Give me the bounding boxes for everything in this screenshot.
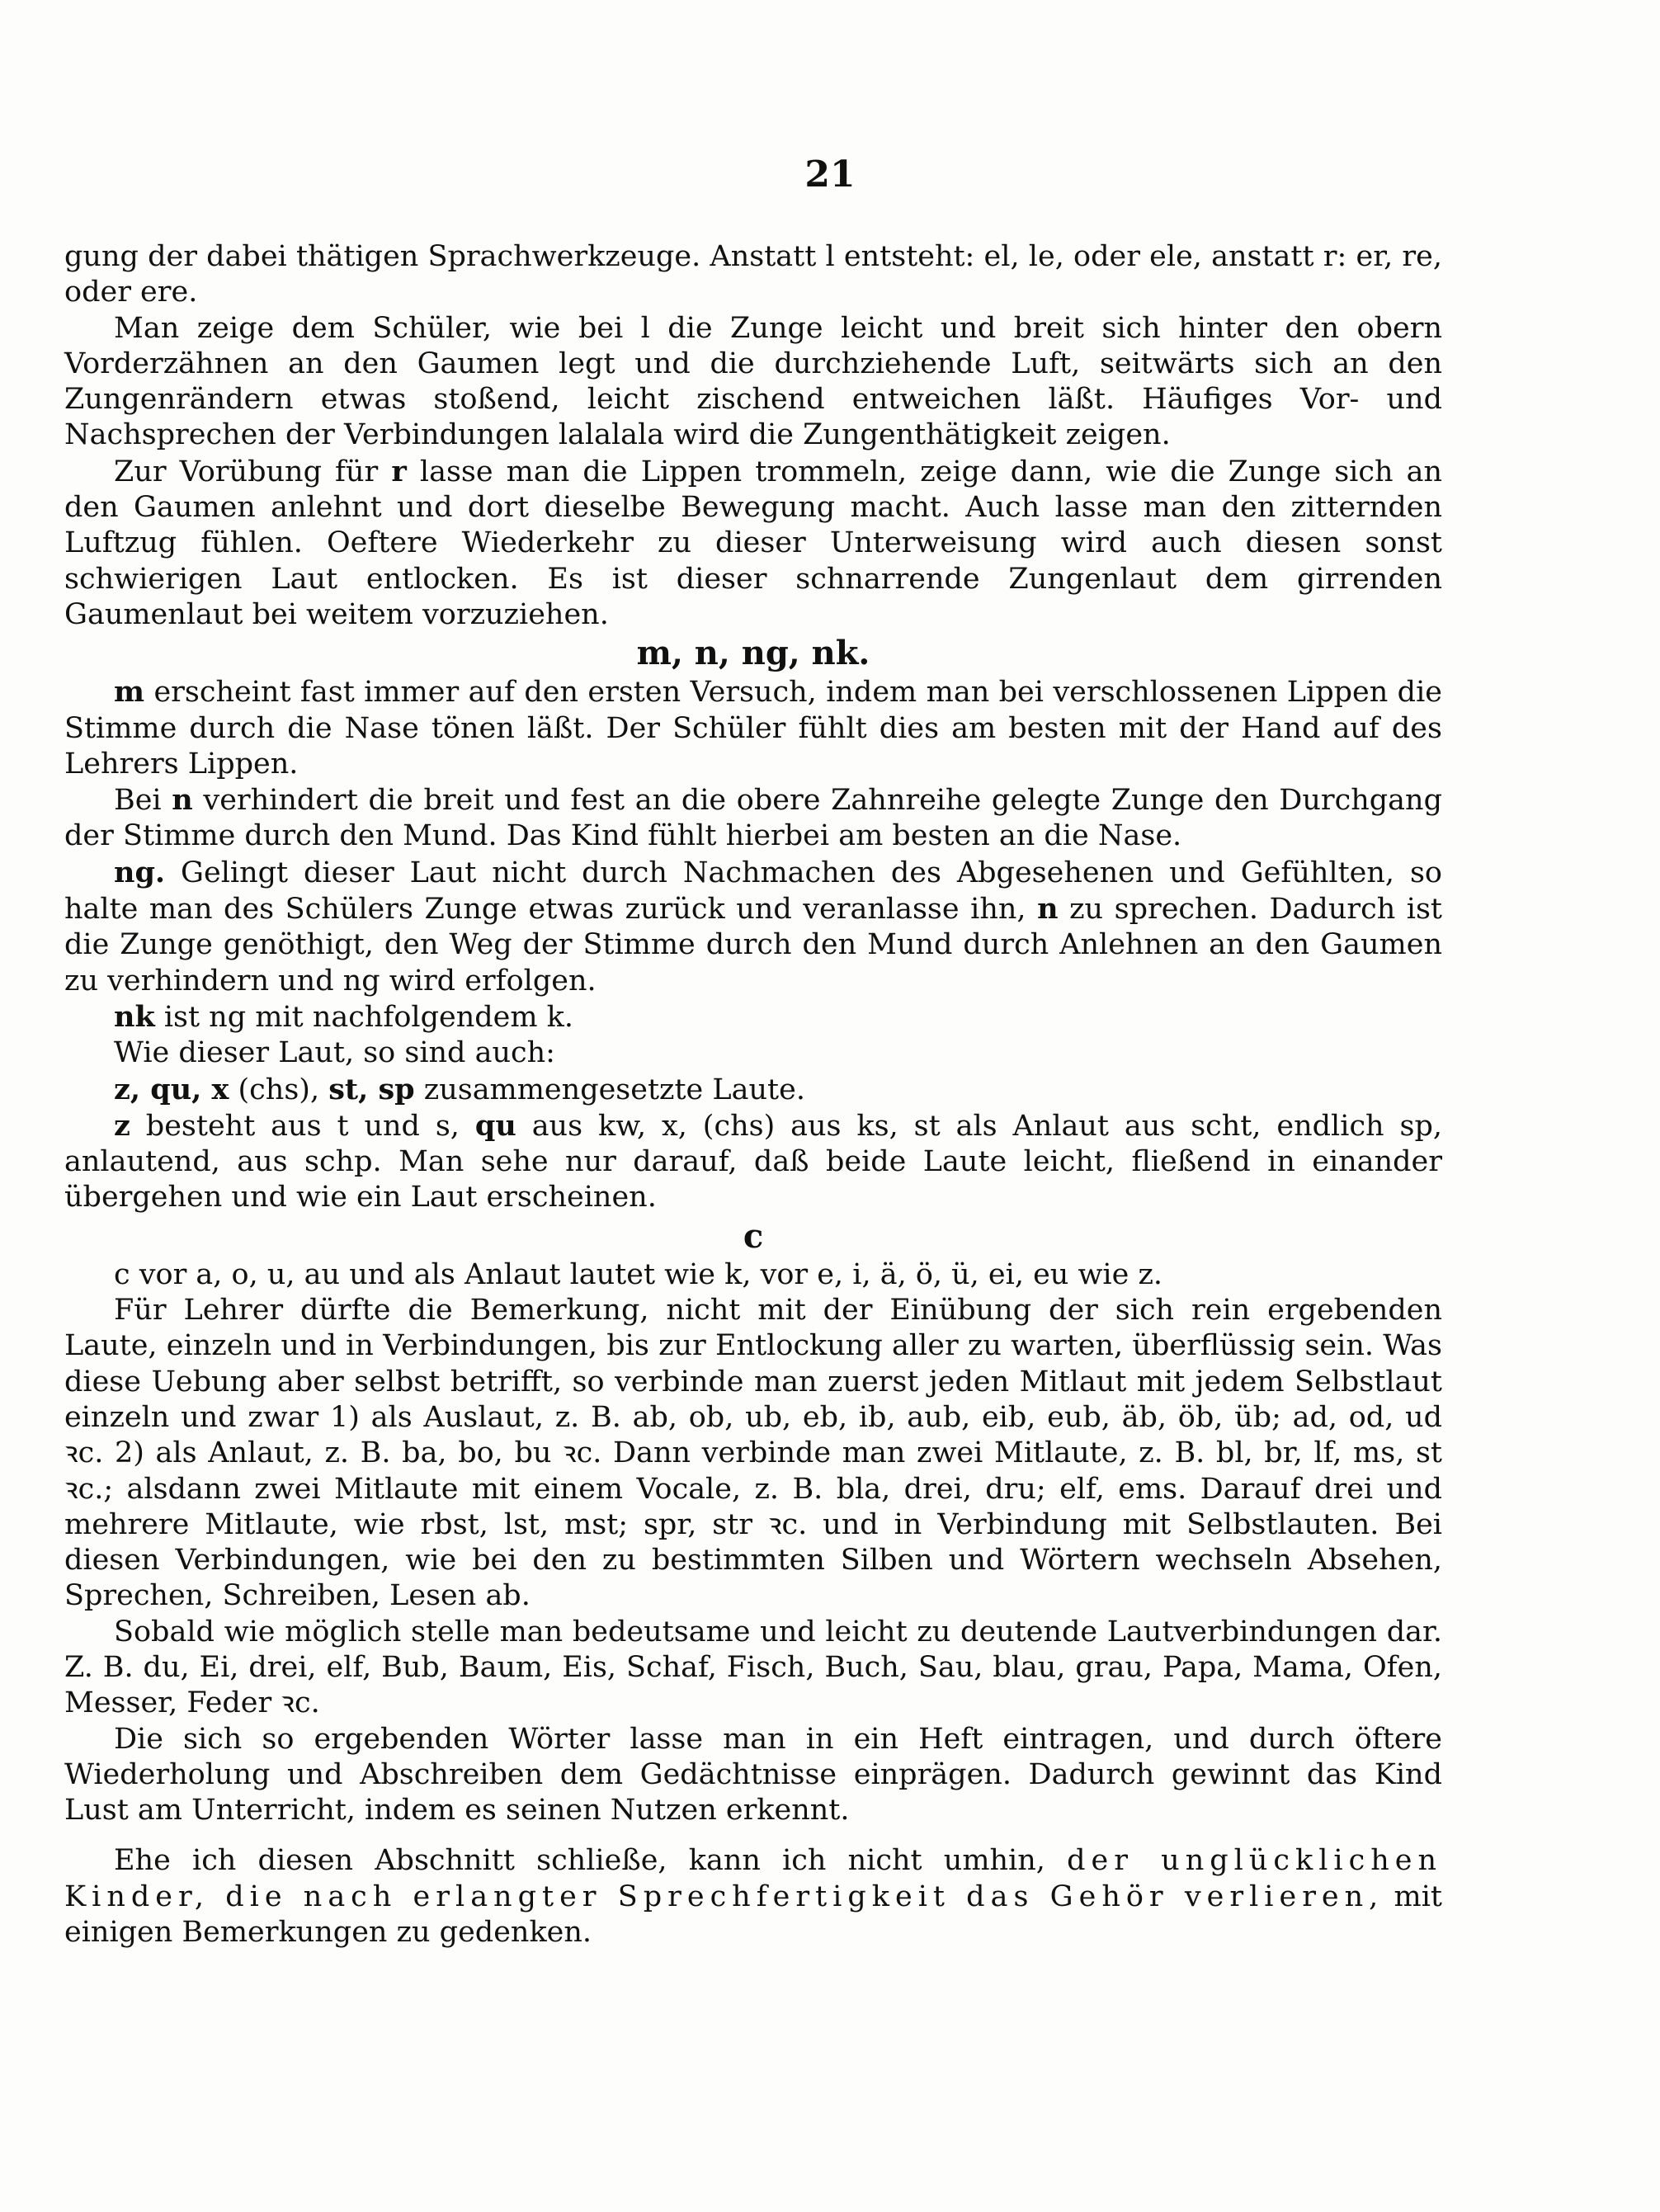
paragraph-15-text-a: Ehe ich diesen Abschnitt schließe, kann ich nicht umhin,	[114, 1844, 1068, 1878]
letters-z-qu-x: z, qu, x	[114, 1072, 229, 1106]
paragraph-11: c vor a, o, u, au und als Anlaut lautet wie k, vor e, i, ä, ö, ü, ei, eu wie z.	[114, 1257, 1163, 1291]
paragraph-2: Man zeige dem Schüler, wie bei l die Zunge leicht und breit sich hinter den obern Vorderzähnen an den Gaumen legt und die durchziehende Luft, seitwärts sich an den Zungenrändern etwas stoßend, leicht zischend entweichen läßt. Häufiges Vor- und Nachsprechen der Verbindungen lalalala wird die Zungenthätigkeit zeigen.	[64, 311, 1442, 452]
letters-qu: qu	[474, 1108, 516, 1143]
paragraph-5	[64, 782, 1442, 855]
section-heading-c: c	[743, 1216, 764, 1256]
paragraph-1: gung der dabei thätigen Sprachwerkzeuge. Anstatt l entsteht: el, le, oder ele, anstatt r: er, re, oder ere.	[64, 240, 1442, 309]
letter-nk: nk	[114, 999, 155, 1034]
paragraph-9	[64, 1072, 1442, 1108]
paragraph-9-text-b: (chs),	[229, 1073, 329, 1106]
body-text	[64, 239, 1442, 1950]
paragraph-5-text-a: Bei	[114, 784, 172, 818]
paragraph-4	[64, 674, 1442, 782]
letter-m: m	[114, 675, 145, 710]
paragraph-6-text-b: Gelingt dieser Laut nicht durch Nachmachen des Abgesehenen und Gefühlten, so halte man des Schülers Zunge etwas zurück und veranlasse ihn,	[64, 856, 1442, 927]
paragraph-3-text-c: lasse man die Lippen trommeln, zeige dann, wie die Zunge sich an den Gaumen anlehnt und dort dieselbe Bewegung macht. Auch lasse man den zitternden Luftzug fühlen. Oeftere Wiederkehr zu dieser Unterweisung wird auch diesen sonst schwierigen Laut entlocken. Es ist dieser schnarrende Zungenlaut dem girrenden Gaumenlaut bei weitem vorzuziehen.	[64, 455, 1443, 631]
paragraph-7	[64, 999, 1442, 1035]
paragraph-3	[64, 454, 1442, 633]
paragraph-13: Sobald wie möglich stelle man bedeutsame und leicht zu deutende Lautverbindungen dar. Z. B. du, Ei, drei, elf, Bub, Baum, Eis, Schaf, Fisch, Buch, Sau, blau, grau, Papa, Mama, Ofen, Messer, Feder ꝛc.	[64, 1615, 1442, 1720]
page-number: 21	[804, 153, 856, 196]
letters-st-sp: st, sp	[328, 1072, 415, 1106]
paragraph-12: Für Lehrer dürfte die Bemerkung, nicht mit der Einübung der sich rein ergebenden Laute, einzeln und in Verbindungen, bis zur Entlockung aller zu warten, überflüssig sein. Was diese Uebung aber selbst betrifft, so verbinde man zuerst jeden Mitlaut mit jedem Selbstlaut einzeln und zwar 1) als Auslaut, z. B. ab, ob, ub, eb, ib, aub, eib, eub, äb, öb, üb; ad, od, ud ꝛc. 2) als Anlaut, z. B. ba, bo, bu ꝛc. Dann verbinde man zwei Mitlaute, z. B. bl, br, lf, ms, st ꝛc.; alsdann zwei Mitlaute mit einem Vocale, z. B. bla, drei, dru; elf, ems. Darauf drei und mehrere Mitlaute, wie rbst, lst, mst; spr, str ꝛc. und in Verbindung mit Selbstlauten. Bei diesen Verbindungen, wie bei den zu bestimmten Silben und Wörtern wechseln Absehen, Sprechen, Schreiben, Lesen ab.	[64, 1294, 1442, 1613]
paragraph-10-text-d: aus kw, x, (chs) aus ks, st als Anlaut aus scht, endlich sp, anlautend, aus schp. Man sehe nur darauf, daß beide Laute leicht, fließend in einander übergehen und wie ein Laut erscheinen.	[64, 1109, 1442, 1214]
letter-n-inline: n	[1037, 892, 1059, 927]
letter-z: z	[114, 1108, 130, 1143]
paragraph-6-text-d: zu sprechen. Dadurch ist die Zunge genöthigt, den Weg der Stimme durch den Mund durch Anlehnen an den Gaumen zu verhindern und ng wird erfolgen.	[64, 893, 1442, 998]
paragraph-15	[64, 1843, 1442, 1950]
paragraph-9-text-d: zusammengesetzte Laute.	[414, 1073, 805, 1106]
paragraph-8: Wie dieser Laut, so sind auch:	[114, 1036, 555, 1070]
letter-n: n	[172, 783, 193, 818]
paragraph-10-text-b: besteht aus t und s,	[130, 1109, 475, 1143]
paragraph-3-text-a: Zur Vorübung für	[114, 455, 392, 488]
paragraph-7-text: ist ng mit nachfolgendem k.	[154, 1000, 574, 1034]
paragraph-14: Die sich so ergebenden Wörter lasse man in ein Heft eintragen, und durch öftere Wiederholung und Abschreiben dem Gedächtnisse einprägen. Dadurch gewinnt das Kind Lust am Unterricht, indem es seinen Nutzen erkennt.	[64, 1722, 1442, 1828]
paragraph-5-text-c: verhindert die breit und fest an die obere Zahnreihe gelegte Zunge den Durchgang der Stimme durch den Mund. Das Kind fühlt hierbei am besten an die Nase.	[64, 784, 1442, 853]
paragraph-10	[64, 1108, 1442, 1216]
paragraph-15-text-c: mit einigen Bemerkungen zu gedenken.	[64, 1879, 1442, 1950]
letter-r: r	[391, 454, 407, 488]
spaced-emphasis: der unglücklichen Kinder, die nach erlangter Sprechfertigkeit das Gehör verlieren,	[64, 1844, 1442, 1913]
paragraph-4-text: erscheint fast immer auf den ersten Versuch, indem man bei verschlossenen Lippen die Stimme durch die Nase tönen läßt. Der Schüler fühlt dies am besten mit der Hand auf des Lehrers Lippen.	[64, 676, 1442, 781]
paragraph-6	[64, 855, 1442, 999]
letter-ng: ng.	[114, 855, 166, 889]
section-heading-m-n-ng-nk: m, n, ng, nk.	[636, 634, 870, 673]
